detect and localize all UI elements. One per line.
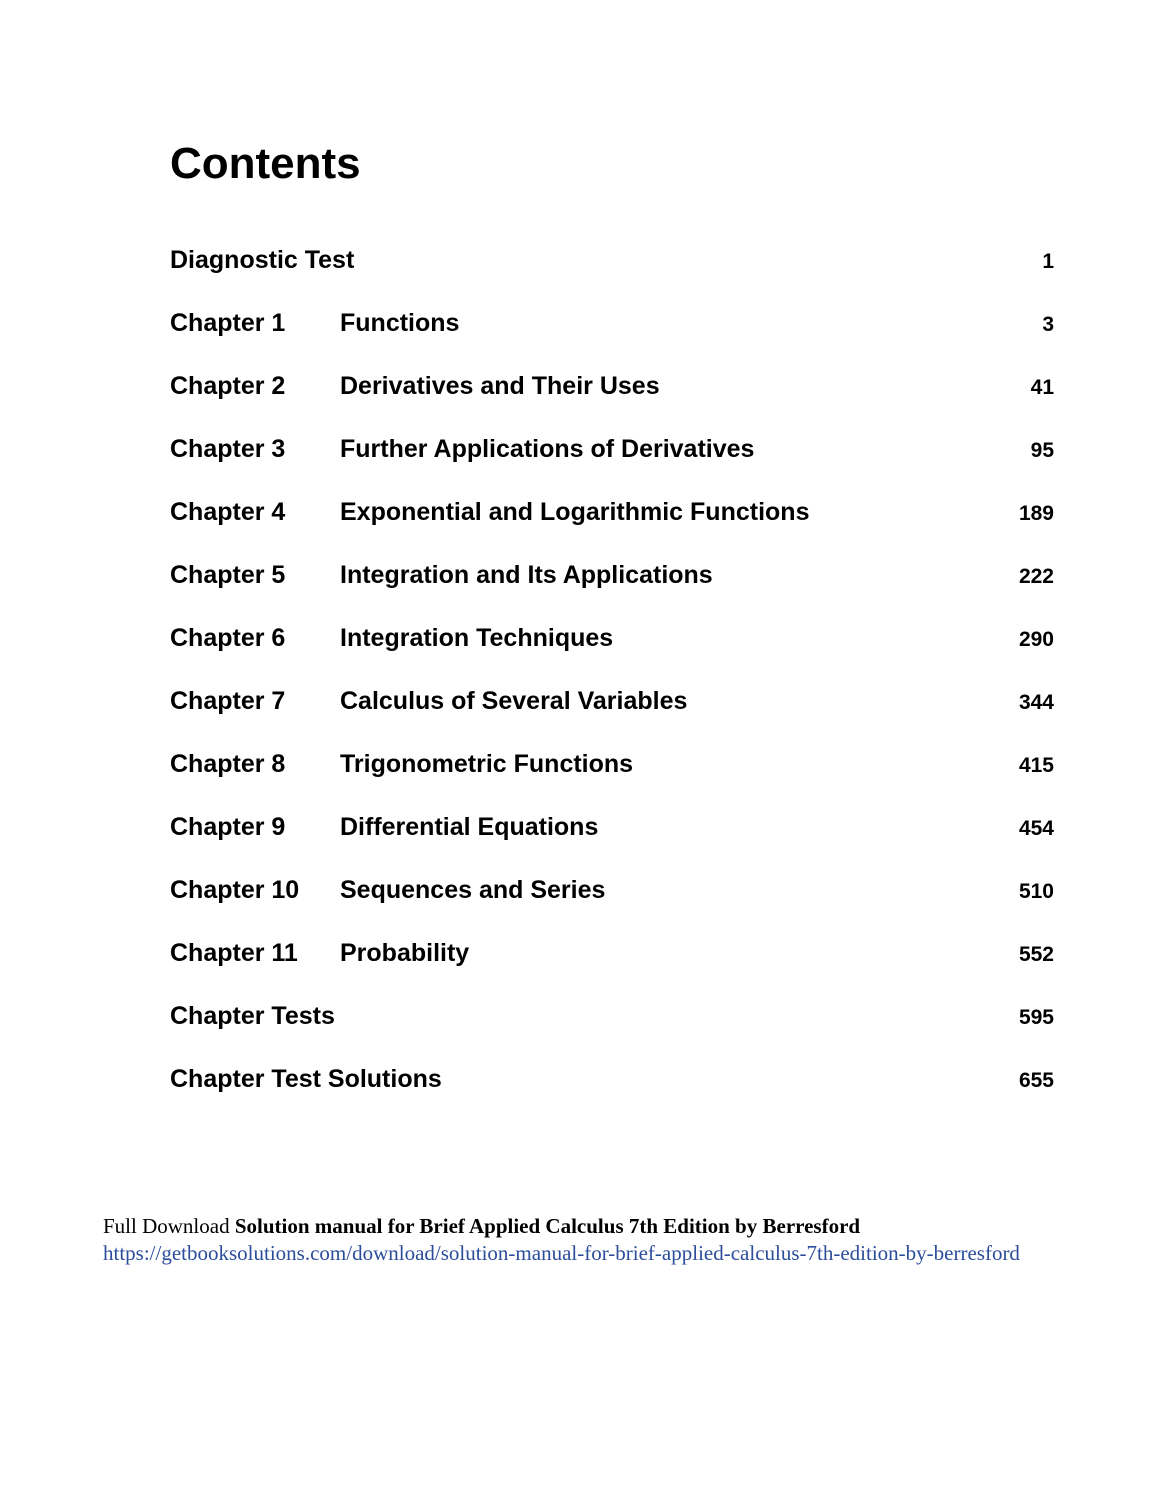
toc-entry-title: Differential Equations xyxy=(340,813,599,841)
toc-row-chapter-10[interactable] xyxy=(170,870,1054,933)
toc-entry-label: Chapter Tests xyxy=(170,1002,335,1030)
toc-entry-label: Chapter 10 xyxy=(170,876,300,904)
toc-page-number: 41 xyxy=(1030,376,1054,399)
toc-entry-label: Chapter 8 xyxy=(170,750,286,778)
toc-page-number: 595 xyxy=(1018,1006,1054,1029)
toc-row-chapter-8[interactable] xyxy=(170,744,1054,807)
toc-entry-label: Chapter 2 xyxy=(170,372,286,400)
toc-row-chapter-1[interactable] xyxy=(170,303,1054,366)
toc-entry-title: Integration Techniques xyxy=(340,624,614,652)
toc-page-number: 3 xyxy=(1042,313,1054,336)
toc-page-number: 655 xyxy=(1018,1069,1054,1092)
toc-page-number: 222 xyxy=(1018,565,1054,588)
page-title: Contents xyxy=(170,139,361,188)
toc-entry-label: Chapter 7 xyxy=(170,687,286,715)
toc-row-chapter-test-solutions[interactable] xyxy=(170,1059,1054,1122)
toc-entry-title: Further Applications of Derivatives xyxy=(340,435,755,463)
toc-row-chapter-11[interactable] xyxy=(170,933,1054,996)
toc-entry-label: Chapter 1 xyxy=(170,309,286,337)
toc-page-number: 454 xyxy=(1018,817,1054,840)
toc-row-chapter-6[interactable] xyxy=(170,618,1054,681)
footer-book-title: Solution manual for Brief Applied Calculus 7th Edition by Berresford xyxy=(234,1214,861,1238)
toc-entry-label: Chapter 9 xyxy=(170,813,286,841)
download-link[interactable]: https://getbooksolutions.com/download/solution-manual-for-brief-applied-calculus-7th-edition-by-berresford xyxy=(103,1241,1020,1265)
toc-entry-title: Calculus of Several Variables xyxy=(340,687,688,715)
toc-row-chapter-tests[interactable] xyxy=(170,996,1054,1059)
toc-page-number: 415 xyxy=(1018,754,1054,777)
toc-row-diagnostic-test[interactable] xyxy=(170,240,1054,303)
toc-row-chapter-3[interactable] xyxy=(170,429,1054,492)
toc-page-number: 1 xyxy=(1042,250,1054,273)
toc-entry-label: Chapter 6 xyxy=(170,624,286,652)
toc-entry-label: Chapter 5 xyxy=(170,561,286,589)
toc-entry-label: Chapter 4 xyxy=(170,498,286,526)
toc-row-chapter-9[interactable] xyxy=(170,807,1054,870)
toc-page-number: 552 xyxy=(1018,943,1054,966)
toc-entry-title: Trigonometric Functions xyxy=(340,750,634,778)
toc-row-chapter-4[interactable] xyxy=(170,492,1054,555)
toc-entry-label: Diagnostic Test xyxy=(170,246,355,274)
toc-row-chapter-5[interactable] xyxy=(170,555,1054,618)
toc-entry-title: Exponential and Logarithmic Functions xyxy=(340,498,810,526)
toc-row-chapter-7[interactable] xyxy=(170,681,1054,744)
toc-entry-label: Chapter 3 xyxy=(170,435,286,463)
download-footer xyxy=(103,1213,1023,1267)
toc-row-chapter-2[interactable] xyxy=(170,366,1054,429)
toc-entry-label: Chapter Test Solutions xyxy=(170,1065,442,1093)
toc-entry-title: Sequences and Series xyxy=(340,876,606,904)
toc-entry-title: Derivatives and Their Uses xyxy=(340,372,660,400)
toc-entry-title: Integration and Its Applications xyxy=(340,561,713,589)
table-of-contents xyxy=(170,240,1054,1122)
toc-page-number: 95 xyxy=(1030,439,1054,462)
toc-page-number: 290 xyxy=(1018,628,1054,651)
toc-page-number: 344 xyxy=(1018,691,1054,714)
toc-page-number: 510 xyxy=(1018,880,1054,903)
toc-entry-title: Probability xyxy=(340,939,470,967)
toc-entry-label: Chapter 11 xyxy=(170,939,298,967)
toc-page-number: 189 xyxy=(1018,502,1054,525)
toc-entry-title: Functions xyxy=(340,309,460,337)
footer-prefix: Full Download xyxy=(103,1214,235,1238)
